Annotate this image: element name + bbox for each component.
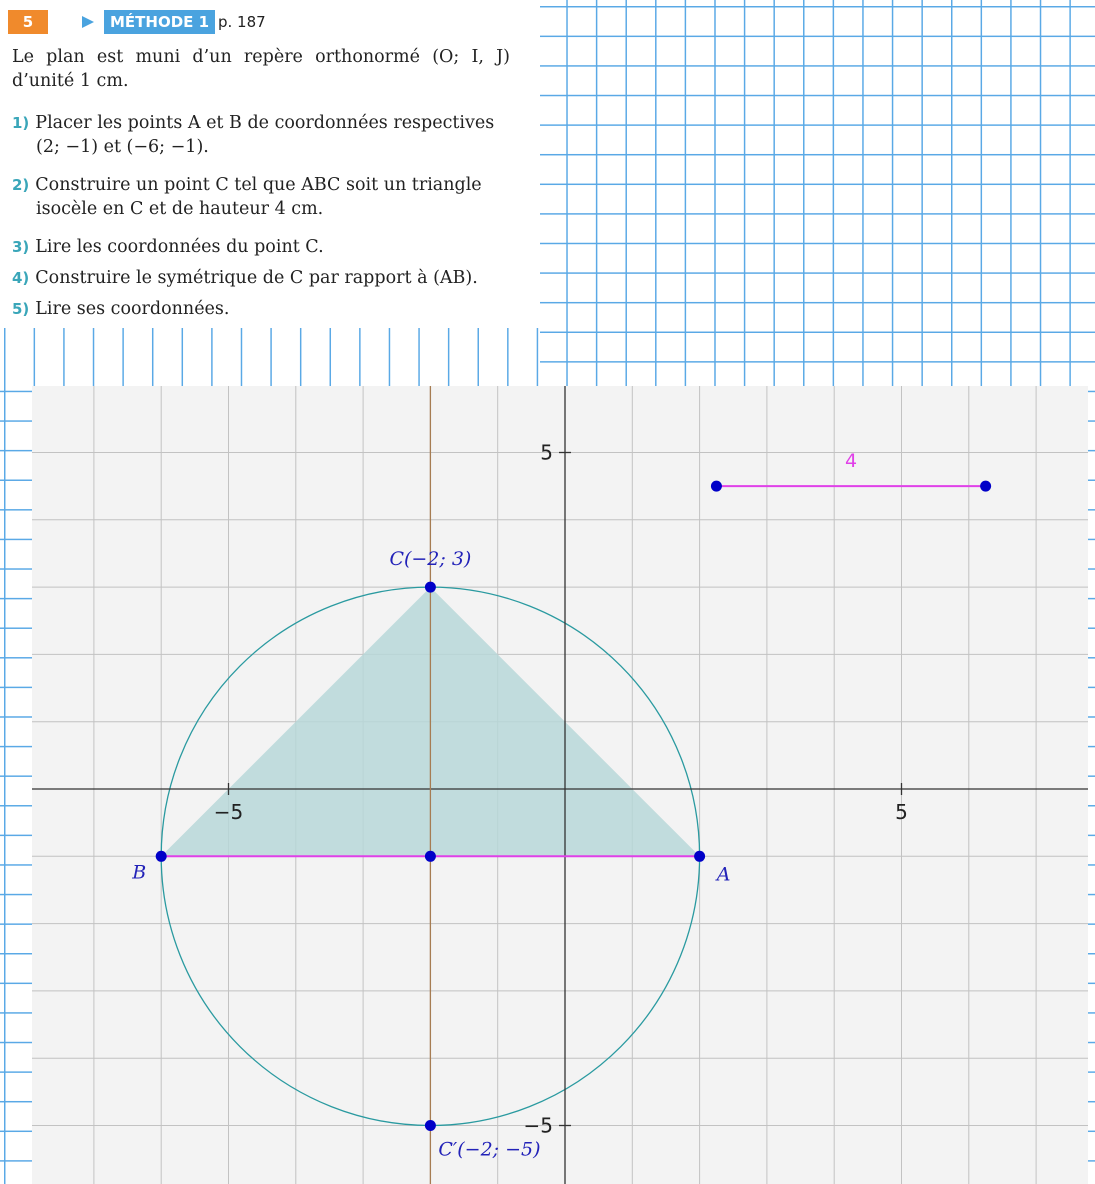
x-tick-label: −5	[213, 800, 244, 824]
question-text: Placer les points A et B de coordonnées respectives	[35, 113, 495, 133]
x-tick-label: 5	[895, 800, 908, 824]
point-label-c: C(−2; 3)	[389, 548, 472, 571]
question-text: Lire ses coordonnées.	[35, 299, 230, 319]
intro-line-1: Le plan est muni d’un repère orthonormé (O; I, J)	[12, 47, 510, 67]
exercise-number-badge: 5	[8, 10, 48, 34]
question-number: 4)	[12, 269, 30, 287]
point-b	[156, 851, 167, 862]
triangle-arrow-icon	[82, 16, 94, 28]
method-link[interactable]: MÉTHODE 1	[104, 10, 215, 34]
question-text: Lire les coordonnées du point C.	[35, 237, 324, 257]
intro-line-2: d’unité 1 cm.	[12, 71, 129, 91]
intro-text	[12, 45, 510, 93]
question-text-cont: isocèle en C et de hauteur 4 cm.	[36, 199, 324, 219]
point-h	[425, 851, 436, 862]
question-1	[12, 111, 494, 159]
length-segment-label: 4	[844, 450, 858, 473]
question-5	[12, 297, 229, 321]
question-text-cont: (2; −1) et (−6; −1).	[36, 137, 209, 157]
question-number: 2)	[12, 176, 30, 194]
point-a	[694, 851, 705, 862]
grid-strip	[0, 328, 540, 386]
question-text: Construire le symétrique de C par rapport à (AB).	[35, 268, 478, 288]
point-c-prime	[425, 1120, 436, 1131]
question-number: 5)	[12, 300, 30, 318]
question-text: Construire un point C tel que ABC soit un triangle	[35, 175, 482, 195]
point-label-c-prime: C′(−2; −5)	[438, 1138, 541, 1161]
question-2	[12, 173, 482, 221]
point-c	[425, 582, 436, 593]
question-number: 1)	[12, 114, 30, 132]
page-reference: p. 187	[218, 13, 266, 31]
question-4	[12, 266, 478, 290]
exercise-text	[0, 0, 540, 328]
length-segment-end-point	[980, 481, 991, 492]
point-label-a: A	[716, 863, 731, 886]
question-3	[12, 235, 324, 259]
geometry-figure[interactable]	[32, 386, 1088, 1184]
y-tick-label: −5	[523, 1113, 553, 1138]
y-tick-label: 5	[540, 440, 553, 465]
length-segment-start-point	[711, 481, 722, 492]
point-label-b: B	[132, 861, 147, 884]
question-number: 3)	[12, 238, 30, 256]
